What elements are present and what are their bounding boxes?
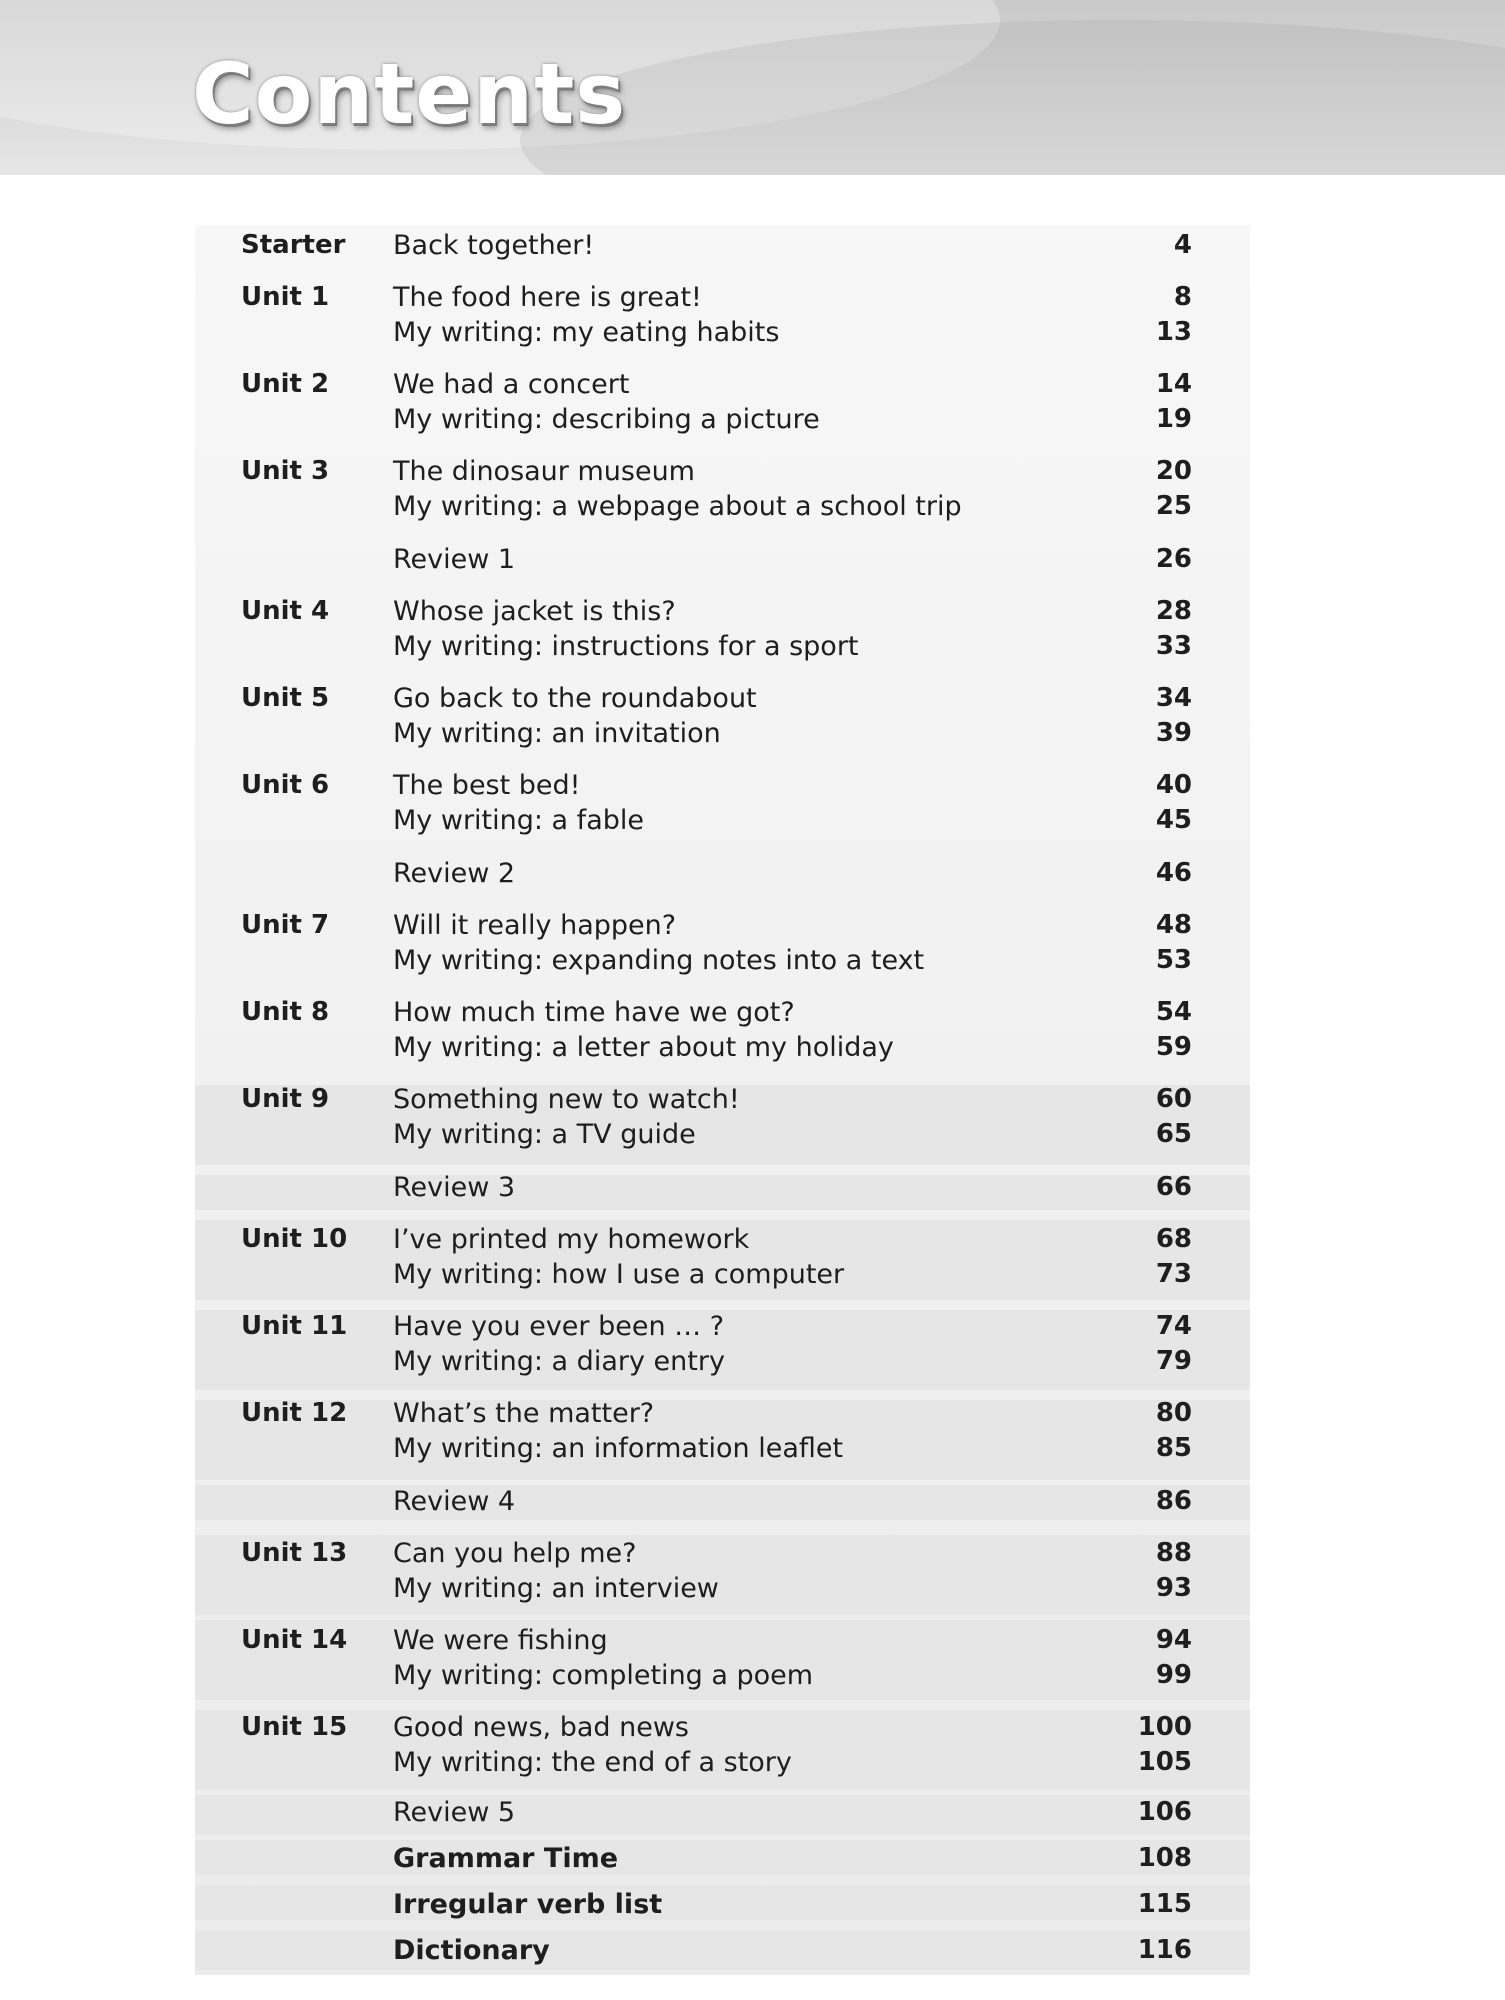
page-number: 88 (1155, 1538, 1192, 1568)
writing-title: My writing: how I use a computer (393, 1259, 845, 1290)
lesson-title: Can you help me? (393, 1538, 637, 1569)
page-number: 65 (1155, 1119, 1192, 1149)
unit-label: Unit 11 (241, 1311, 348, 1341)
writing-title: My writing: a letter about my holiday (393, 1032, 894, 1063)
page-number: 73 (1155, 1259, 1192, 1289)
page-number: 68 (1155, 1224, 1192, 1254)
writing-title: My writing: my eating habits (393, 317, 780, 348)
page-number: 34 (1155, 683, 1192, 713)
page-number: 85 (1155, 1433, 1192, 1463)
page-number: 19 (1155, 404, 1192, 434)
writing-title: My writing: a TV guide (393, 1119, 696, 1150)
unit-label: Unit 10 (241, 1224, 348, 1254)
page-number: 93 (1155, 1573, 1192, 1603)
page-number: 86 (1155, 1486, 1192, 1516)
page-number: 8 (1173, 282, 1192, 312)
lesson-title: What’s the matter? (393, 1398, 655, 1429)
page-number: 66 (1155, 1172, 1192, 1202)
page-number: 33 (1155, 631, 1192, 661)
page-number: 94 (1155, 1625, 1192, 1655)
writing-title: My writing: expanding notes into a text (393, 945, 925, 976)
page-number: 25 (1155, 491, 1192, 521)
lesson-title: Something new to watch! (393, 1084, 740, 1115)
lesson-title: Review 2 (393, 858, 516, 889)
lesson-title: We had a concert (393, 369, 630, 400)
lesson-title: Whose jacket is this? (393, 596, 676, 627)
lesson-title: Will it really happen? (393, 910, 677, 941)
unit-label: Unit 13 (241, 1538, 348, 1568)
lesson-title: The dinosaur museum (393, 456, 695, 487)
writing-title: My writing: a fable (393, 805, 644, 836)
page-title: Contents (192, 45, 627, 143)
unit-label: Unit 14 (241, 1625, 348, 1655)
writing-title: My writing: an interview (393, 1573, 719, 1604)
writing-title: My writing: instructions for a sport (393, 631, 859, 662)
unit-label: Unit 6 (241, 770, 330, 800)
writing-title: My writing: an information leaflet (393, 1433, 844, 1464)
lesson-title: How much time have we got? (393, 997, 795, 1028)
unit-label: Unit 9 (241, 1084, 330, 1114)
page-number: 100 (1137, 1712, 1192, 1742)
page-number: 108 (1137, 1843, 1192, 1873)
page-number: 53 (1155, 945, 1192, 975)
page-number: 13 (1155, 317, 1192, 347)
page-number: 48 (1155, 910, 1192, 940)
unit-label: Unit 7 (241, 910, 330, 940)
lesson-title: Review 3 (393, 1172, 516, 1203)
page-number: 80 (1155, 1398, 1192, 1428)
page-number: 46 (1155, 858, 1192, 888)
writing-title: My writing: completing a poem (393, 1660, 814, 1691)
lesson-title: I’ve printed my homework (393, 1224, 750, 1255)
page-number: 115 (1137, 1889, 1192, 1919)
page-number: 39 (1155, 718, 1192, 748)
writing-title: My writing: an invitation (393, 718, 721, 749)
unit-label: Unit 2 (241, 369, 330, 399)
lesson-title: Review 1 (393, 544, 516, 575)
unit-label: Unit 1 (241, 282, 330, 312)
page-number: 20 (1155, 456, 1192, 486)
page-number: 79 (1155, 1346, 1192, 1376)
unit-label: Starter (241, 230, 346, 260)
unit-label: Unit 15 (241, 1712, 348, 1742)
page-number: 99 (1155, 1660, 1192, 1690)
page-number: 116 (1137, 1935, 1192, 1965)
writing-title: My writing: a diary entry (393, 1346, 725, 1377)
page-number: 74 (1155, 1311, 1192, 1341)
lesson-title: Good news, bad news (393, 1712, 689, 1743)
unit-label: Unit 5 (241, 683, 330, 713)
lesson-title: Go back to the roundabout (393, 683, 757, 714)
lesson-title: Back together! (393, 230, 595, 261)
lesson-title: We were fishing (393, 1625, 608, 1656)
unit-label: Unit 4 (241, 596, 330, 626)
page-number: 60 (1155, 1084, 1192, 1114)
lesson-title: The best bed! (393, 770, 581, 801)
lesson-title: The food here is great! (393, 282, 702, 313)
page-number: 14 (1155, 369, 1192, 399)
page-number: 106 (1137, 1797, 1192, 1827)
writing-title: My writing: a webpage about a school trip (393, 491, 962, 522)
writing-title: My writing: describing a picture (393, 404, 820, 435)
page-number: 40 (1155, 770, 1192, 800)
page-number: 54 (1155, 997, 1192, 1027)
lesson-title: Review 4 (393, 1486, 516, 1517)
page-number: 28 (1155, 596, 1192, 626)
lesson-title: Dictionary (393, 1935, 550, 1966)
unit-label: Unit 3 (241, 456, 330, 486)
page-number: 59 (1155, 1032, 1192, 1062)
page-number: 4 (1173, 230, 1192, 260)
lesson-title: Have you ever been … ? (393, 1311, 725, 1342)
unit-label: Unit 8 (241, 997, 330, 1027)
writing-title: My writing: the end of a story (393, 1747, 792, 1778)
page-number: 26 (1155, 544, 1192, 574)
page-number: 105 (1137, 1747, 1192, 1777)
unit-label: Unit 12 (241, 1398, 348, 1428)
lesson-title: Irregular verb list (393, 1889, 663, 1920)
lesson-title: Review 5 (393, 1797, 516, 1828)
page-number: 45 (1155, 805, 1192, 835)
lesson-title: Grammar Time (393, 1843, 619, 1874)
